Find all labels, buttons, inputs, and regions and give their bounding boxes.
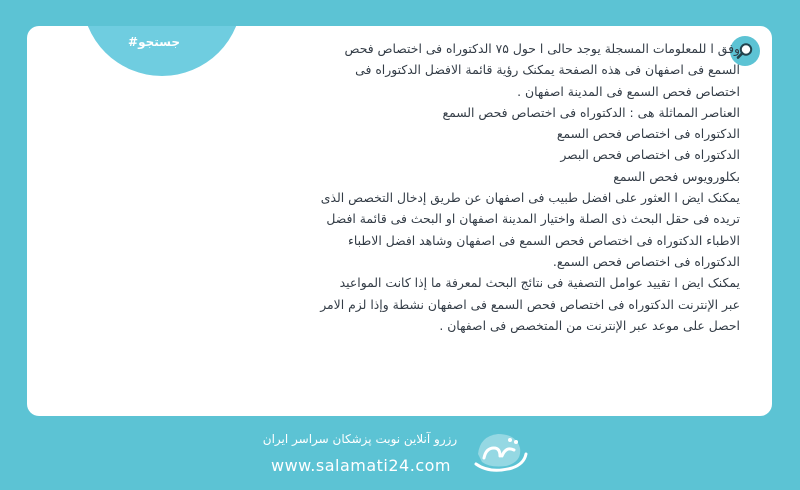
hashtag-search-tag[interactable]: #جستجو <box>128 35 180 49</box>
paragraph-filter-tip: یمکنک ایض ا تقیید عوامل التصفیة فی نتائج البحث لمعرفة ما إذا کانت المواعید عبر الإنترنت الدکتوراه فی اختصاص فحص السمع فی اصفهان نشطة وإذا لزم الامر احصل علی موعد عبر الإنترنت من المتخصص فی اصفهان . <box>320 275 740 333</box>
paragraph-similar: العناصر المماثلة هی : الدکتوراه فی اختصاص فحص السمع <box>442 104 740 120</box>
footer-url-link[interactable]: www.salamati24.com <box>271 456 451 475</box>
salamati-logo-icon <box>470 424 530 480</box>
content-card <box>27 26 772 416</box>
paragraph-item: بکلورویوس فحص السمع <box>613 168 740 184</box>
tag-shape <box>82 26 242 76</box>
footer-tagline: رزرو آنلاین نوبت پزشکان سراسر ایران <box>262 432 458 446</box>
paragraph-intro: وفق ا للمعلومات المسجلة یوجد حالی ا حول ۷۵ الدکتوراه فی اختصاص فحص السمع فی اصفهان فی هذه الصفحة یمکنک رؤیة قائمة الافضل الدکتوراه فی اختصاص فحص السمع فی المدینة اصفهان . <box>344 41 740 99</box>
footer <box>0 416 800 490</box>
salamati-logo <box>470 424 530 480</box>
paragraph-search-tip: یمکنک ایض ا العثور علی افضل طبیب فی اصفهان عن طریق إدخال التخصص الذی تریده فی حقل البحث ذی الصلة واختیار المدینة اصفهان او البحث فی قائمة افضل الاطباء الدکتوراه فی اختصاص فحص السمع فی اصفهان وشاهد افضل الاطباء الدکتوراه فی اختصاص فحص السمع. <box>320 190 740 269</box>
description-text <box>320 38 740 336</box>
paragraph-item: الدکتوراه فی اختصاص فحص البصر <box>560 147 740 163</box>
paragraph-item: الدکتوراه فی اختصاص فحص السمع <box>556 126 740 142</box>
